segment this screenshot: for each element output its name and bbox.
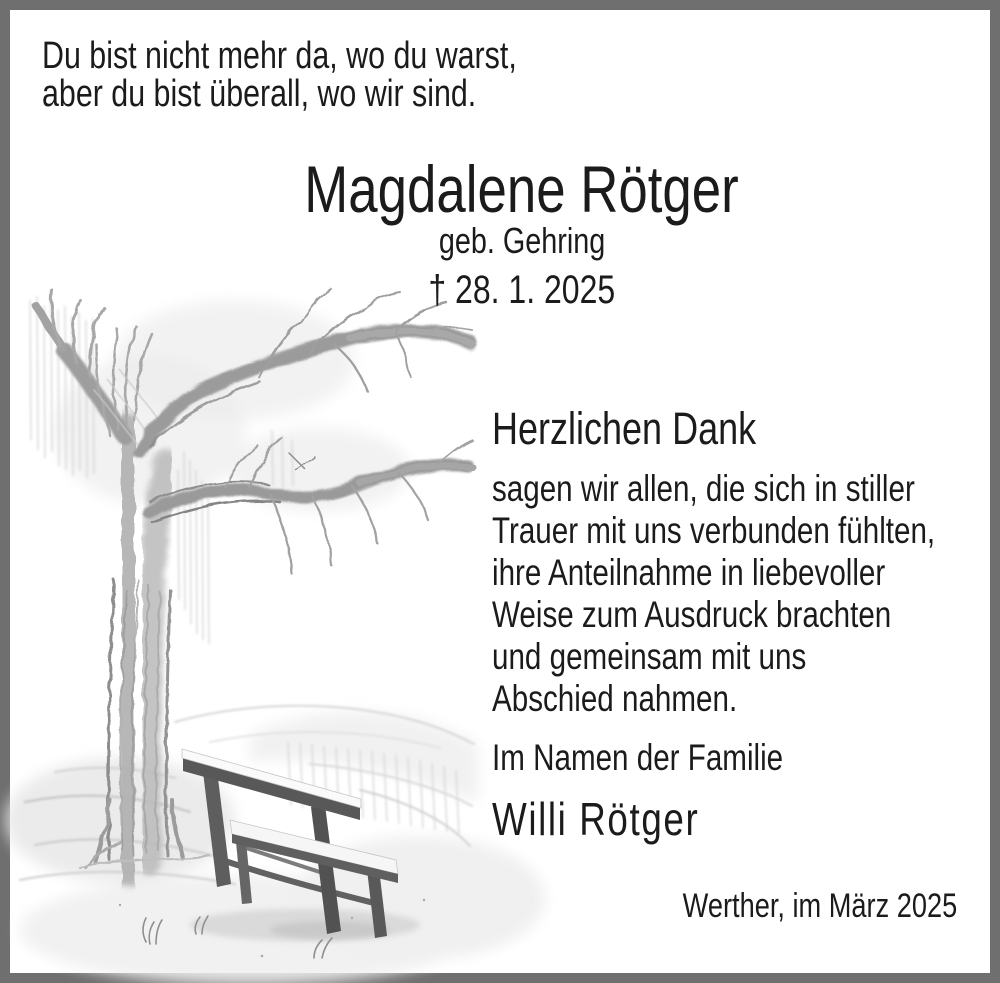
closing-line: Im Namen der Familie — [492, 737, 784, 778]
epigraph-line-1: Du bist nicht mehr da, wo du warst, — [42, 35, 517, 77]
epigraph-line-2: aber du bist überall, wo wir sind. — [42, 73, 477, 115]
thanks-line: Abschied nahmen. — [492, 678, 738, 719]
thanks-line: Trauer mit uns verbunden fühlten, — [492, 510, 936, 551]
thanks-line: sagen wir allen, die sich in stiller — [492, 468, 915, 509]
thanks-line: Weise zum Ausdruck brachten — [492, 594, 892, 635]
deceased-name: Magdalene Rötger — [304, 152, 740, 226]
thanks-heading: Herzlichen Dank — [492, 403, 757, 454]
signatory-name: Willi Rötger — [492, 793, 700, 845]
epigraph — [42, 37, 635, 113]
thanks-line: und gemeinsam mit uns — [492, 636, 807, 677]
thanks-paragraph — [492, 468, 1000, 720]
thanks-line: ihre Anteilnahme in liebevoller — [492, 552, 886, 593]
place-date-line: Werther, im März 2025 — [682, 887, 957, 925]
deceased-death-date: † 28. 1. 2025 — [428, 268, 616, 312]
deceased-birth-name: geb. Gehring — [438, 220, 606, 261]
